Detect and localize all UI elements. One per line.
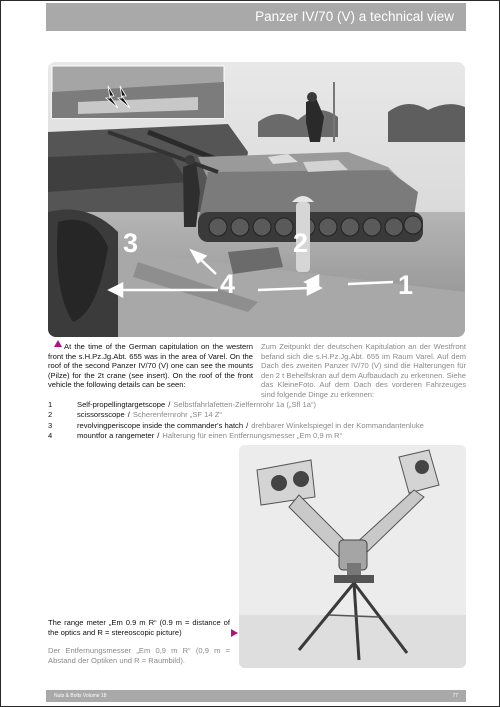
list-separator: / bbox=[157, 430, 160, 440]
list-separator: / bbox=[127, 410, 130, 420]
list-number: 3 bbox=[48, 420, 53, 430]
list-english: Self-propellingtargetscope bbox=[77, 400, 166, 409]
rangemeter-pointer-icon bbox=[231, 629, 238, 637]
list-german: Selbstfahrlafetten-Zielfernrohr 1a („Sfl 1a“) bbox=[173, 400, 317, 409]
rangemeter-photo bbox=[239, 445, 466, 668]
list-number: 4 bbox=[48, 430, 53, 440]
list-german: Halterung für einen Entfernungsmesser „Em 0,9 m R“ bbox=[162, 430, 343, 440]
page-title: Panzer IV/70 (V) a technical view bbox=[255, 9, 454, 24]
callout-1: 1 bbox=[398, 270, 414, 300]
list-german: Scherenfernrohr „SF 14 Z“ bbox=[132, 410, 222, 420]
list-item bbox=[48, 400, 468, 410]
list-item bbox=[48, 410, 468, 420]
list-separator: / bbox=[168, 400, 171, 409]
details-list bbox=[48, 400, 468, 441]
page-header bbox=[46, 3, 466, 31]
tank-photo bbox=[48, 62, 465, 337]
rangemeter-caption-german: Der Entfernungsmesser „Em 0,9 m R“ (0,9 m = Abstand der Optiken und R = Raumbild). bbox=[48, 646, 230, 665]
list-item bbox=[48, 431, 468, 441]
list-english: mountfor a rangemeter bbox=[77, 430, 155, 440]
list-german: drehbarer Winkelspiegel in der Kommandantenluke bbox=[251, 420, 424, 430]
callout-2: 2 bbox=[293, 228, 309, 258]
page-number: 77 bbox=[452, 693, 458, 699]
rangemeter-caption-english: The range meter „Em 0.9 m R“ (0.9 m = distance of the optics and R = stereoscopic picture) bbox=[48, 618, 230, 637]
list-item bbox=[48, 421, 468, 431]
list-english: scissorsscope bbox=[77, 410, 125, 420]
caption-german: Zum Zeitpunkt der deutschen Kapitulation an der Westfront befand sich die s.H.Pz.Jg.Abt. 655 im Raum Varel. Auf dem Dach des zweiten Panzer IV/70 (V) sind die Halterungen für den 2 t Behelfskran auf dem Aufbaudach zu erkennen. Siehe das KleineFoto. Auf dem Dach des vorderen Fahrzeuges sind folgende Dinge zu erkennen: bbox=[261, 342, 466, 399]
callout-3: 3 bbox=[123, 228, 139, 258]
list-english: revolvingperiscope inside the commander's hatch bbox=[77, 420, 244, 430]
callout-4: 4 bbox=[220, 269, 236, 299]
rangemeter-photo-illustration bbox=[239, 445, 466, 668]
page-footer bbox=[46, 690, 466, 702]
list-number: 2 bbox=[48, 410, 53, 420]
list-separator: / bbox=[246, 420, 249, 430]
caption-english: At the time of the German capitulation on the western front the s.H.Pz.Jg.Abt. 655 was in the area of Varel. On the roof of the second Panzer IV/70 (V) one can see the mounts (Pilze) for the 2t crane (see insert). On the roof of the front vehicle the following details can be seen: bbox=[48, 342, 253, 389]
list-number: 1 bbox=[48, 400, 53, 409]
footer-publication: Nuts & Bolts Volume 18 bbox=[54, 693, 107, 699]
